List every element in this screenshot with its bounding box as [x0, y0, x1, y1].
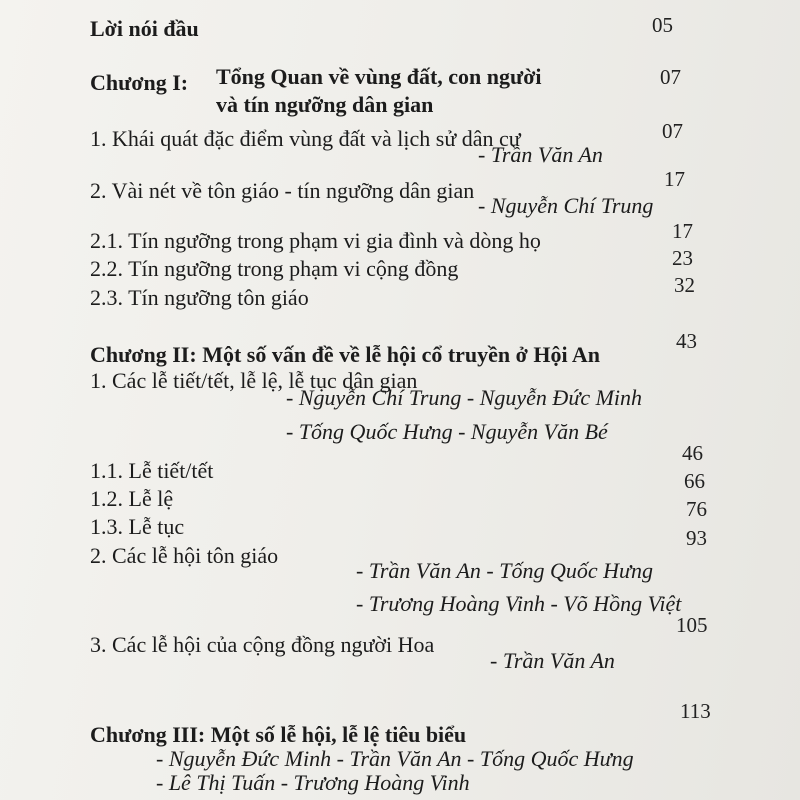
- toc-author: - Tống Quốc Hưng - Nguyễn Văn Bé: [286, 419, 608, 444]
- toc-entry: 2.2. Tín ngưỡng trong phạm vi cộng đồng: [90, 256, 459, 281]
- toc-entry: 1. Khái quát đặc điểm vùng đất và lịch sử dân cư: [90, 126, 521, 151]
- toc-author: - Nguyễn Chí Trung - Nguyễn Đức Minh: [286, 385, 643, 410]
- chapter-1-label: Chương I:: [90, 70, 189, 95]
- toc-page-number: 105: [676, 613, 708, 637]
- toc-author: - Trần Văn An: [490, 648, 615, 673]
- toc-page-number: 113: [680, 699, 711, 723]
- toc-entry-preface: Lời nói đầu: [90, 16, 199, 41]
- toc-entry: 2. Vài nét về tôn giáo - tín ngưỡng dân gian: [90, 178, 475, 203]
- toc-author: - Trương Hoàng Vinh - Võ Hồng Việt: [356, 591, 682, 616]
- toc-page-number: 32: [674, 273, 695, 297]
- toc-page-number: 17: [664, 167, 685, 191]
- toc-author: - Nguyễn Đức Minh - Trần Văn An - Tống Quốc Hưng: [156, 746, 634, 771]
- toc-page-number: 23: [672, 246, 693, 270]
- chapter-3-title: Chương III: Một số lễ hội, lễ lệ tiêu biểu: [90, 722, 467, 747]
- chapter-1-title-line1: Tổng Quan về vùng đất, con người: [216, 64, 542, 89]
- toc-author: - Nguyễn Chí Trung: [478, 193, 654, 218]
- toc-page-number: 05: [652, 13, 673, 37]
- chapter-2-title: Chương II: Một số vấn đề về lễ hội cổ truyền ở Hội An: [90, 342, 600, 367]
- toc-entry: 1.3. Lễ tục: [90, 514, 185, 539]
- toc-author: - Lê Thị Tuấn - Trương Hoàng Vinh: [156, 770, 470, 795]
- toc-entry: 1.1. Lễ tiết/tết: [90, 458, 214, 483]
- toc-page-number: 43: [676, 329, 697, 353]
- toc-entry: 2.1. Tín ngưỡng trong phạm vi gia đình và dòng họ: [90, 228, 541, 253]
- toc-entry: 2. Các lễ hội tôn giáo: [90, 543, 279, 568]
- toc-page-number: 07: [662, 119, 683, 143]
- toc-entry: 1.2. Lễ lệ: [90, 486, 174, 511]
- toc-page-number: 76: [686, 497, 707, 521]
- toc-page-number: 17: [672, 219, 693, 243]
- toc-entry: 2.3. Tín ngưỡng tôn giáo: [90, 285, 309, 310]
- toc-entry: 3. Các lễ hội của cộng đồng người Hoa: [90, 632, 435, 657]
- toc-page-number: 93: [686, 526, 707, 550]
- toc-page-number: 46: [682, 441, 703, 465]
- chapter-1-title-line2: và tín ngưỡng dân gian: [216, 92, 434, 117]
- toc-author: - Trần Văn An - Tống Quốc Hưng: [356, 558, 653, 583]
- toc-entry: 1. Các lễ tiết/tết, lễ lệ, lễ tục dân gian: [90, 368, 418, 393]
- toc-page-number: 66: [684, 469, 705, 493]
- toc-page-number: 07: [660, 65, 681, 89]
- toc-author: - Trần Văn An: [478, 142, 603, 167]
